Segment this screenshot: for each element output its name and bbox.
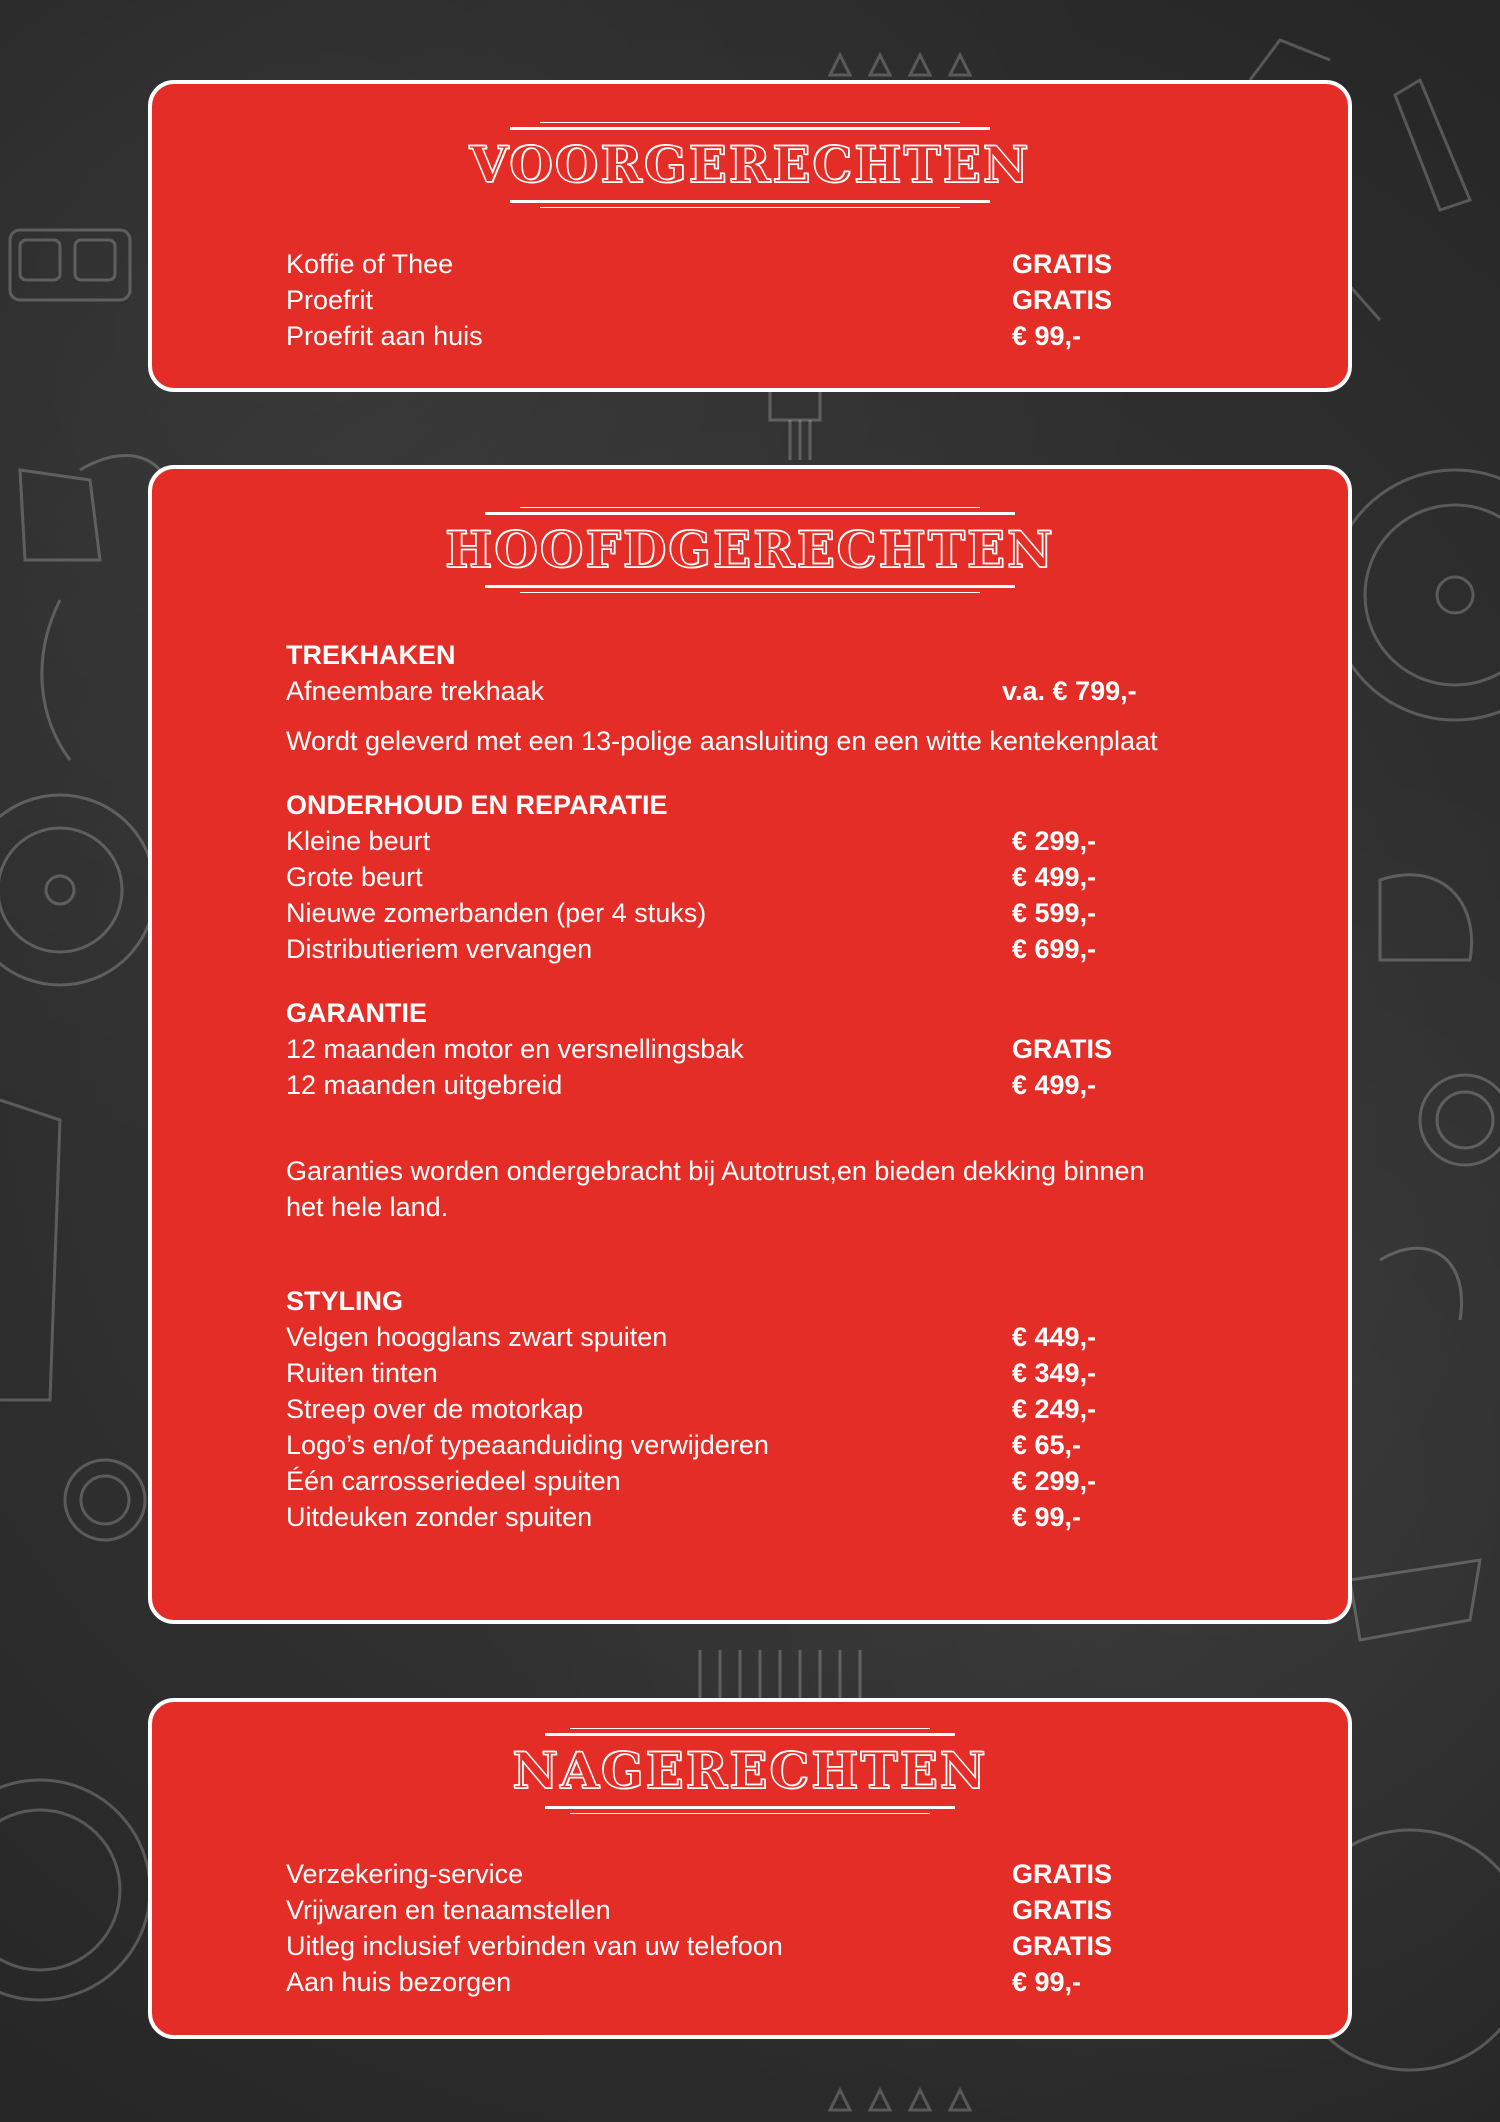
item-label: Proefrit — [286, 285, 374, 315]
exhaust-icon — [1380, 875, 1472, 960]
heading-rule — [570, 1728, 930, 1729]
list-item — [286, 1892, 1306, 1928]
item-price: € 699,- — [1012, 934, 1097, 964]
heading-rule — [545, 1806, 955, 1809]
heading-rule — [520, 592, 980, 593]
item-label: 12 maanden motor en versnellingsbak — [286, 1034, 744, 1064]
mains-list — [286, 637, 1306, 1535]
section-title-styling: STYLING — [286, 1286, 404, 1316]
mains-heading: HOOFDGERECHTEN — [445, 520, 1055, 579]
item-label: Grote beurt — [286, 862, 423, 892]
list-item — [286, 1067, 1306, 1103]
item-label: Streep over de motorkap — [286, 1394, 584, 1424]
item-price: € 299,- — [1012, 826, 1097, 856]
item-price: GRATIS — [1012, 1034, 1112, 1064]
hammer-icon — [1350, 1560, 1480, 1640]
item-price: € 99,- — [1012, 1502, 1082, 1532]
list-item — [286, 1427, 1306, 1463]
item-label: Uitdeuken zonder spuiten — [286, 1502, 593, 1532]
list-item — [286, 823, 1306, 859]
wheel-icon — [1420, 1075, 1500, 1165]
wheel-icon — [65, 1460, 145, 1540]
heading-rule — [540, 122, 960, 123]
tool-icon — [20, 470, 100, 560]
item-price: € 299,- — [1012, 1466, 1097, 1496]
item-label: Verzekering-service — [286, 1859, 524, 1889]
list-item — [286, 1319, 1306, 1355]
desserts-heading: NAGERECHTEN — [512, 1741, 988, 1800]
item-label: Velgen hoogglans zwart spuiten — [286, 1322, 668, 1352]
item-label: Nieuwe zomerbanden (per 4 stuks) — [286, 898, 707, 928]
list-item — [286, 895, 1306, 931]
item-price: € 349,- — [1012, 1358, 1097, 1388]
droplets-icon — [830, 55, 970, 75]
garantie-note-line: het hele land. — [286, 1192, 449, 1222]
item-price: € 499,- — [1012, 862, 1097, 892]
list-item — [286, 931, 1306, 967]
list-item — [286, 1463, 1306, 1499]
section-title-trekhaken: TREKHAKEN — [286, 640, 456, 670]
item-price: GRATIS — [1012, 1931, 1112, 1961]
item-label: Koffie of Thee — [286, 249, 454, 279]
heading-rule — [485, 585, 1015, 588]
mains-heading-block — [152, 507, 1348, 593]
desserts-heading-block — [152, 1728, 1348, 1814]
desserts-card — [148, 1698, 1352, 2039]
section-title-onderhoud: ONDERHOUD EN REPARATIE — [286, 790, 668, 820]
list-item — [286, 1499, 1306, 1535]
list-item — [286, 318, 1306, 354]
item-price: v.a. € 799,- — [1002, 676, 1137, 706]
item-label: Proefrit aan huis — [286, 321, 483, 351]
item-price: GRATIS — [1012, 285, 1112, 315]
starters-heading-block — [152, 122, 1348, 208]
item-label: Vrijwaren en tenaamstellen — [286, 1895, 611, 1925]
list-item — [286, 1391, 1306, 1427]
trekhaken-note: Wordt geleverd met een 13-polige aansluiting en een witte kentekenplaat — [286, 726, 1158, 756]
list-item — [286, 246, 1306, 282]
list-item — [286, 1856, 1306, 1892]
item-price: € 99,- — [1012, 321, 1082, 351]
item-label: Één carrosseriedeel spuiten — [286, 1466, 621, 1496]
item-price: € 449,- — [1012, 1322, 1097, 1352]
list-item — [286, 1928, 1306, 1964]
item-price: GRATIS — [1012, 249, 1112, 279]
garantie-note-line: Garanties worden ondergebracht bij Autotrust,en bieden dekking binnen — [286, 1156, 1145, 1186]
wheel-icon — [0, 795, 155, 985]
list-item — [286, 859, 1306, 895]
item-label: Logo’s en/of typeaanduiding verwijderen — [286, 1430, 769, 1460]
item-price: € 99,- — [1012, 1967, 1082, 1997]
heading-rule — [520, 507, 980, 508]
spring-icon — [770, 390, 820, 420]
item-price: € 499,- — [1012, 1070, 1097, 1100]
heading-rule — [510, 200, 990, 203]
list-item — [286, 1964, 1306, 2000]
section-title-garantie: GARANTIE — [286, 998, 427, 1028]
wrench-icon — [1395, 80, 1470, 210]
starters-card — [148, 80, 1352, 392]
starters-list — [286, 246, 1306, 354]
item-label: Aan huis bezorgen — [286, 1967, 512, 1997]
item-price: GRATIS — [1012, 1895, 1112, 1925]
item-label: Uitleg inclusief verbinden van uw telefoon — [286, 1931, 783, 1961]
radiator-icon — [700, 1650, 860, 1700]
item-label: Distributieriem vervangen — [286, 934, 593, 964]
starters-heading: VOORGERECHTEN — [469, 135, 1031, 194]
heading-rule — [540, 207, 960, 208]
mains-card — [148, 465, 1352, 1624]
shock-absorber-icon — [0, 1100, 60, 1400]
item-label: Kleine beurt — [286, 826, 431, 856]
item-price: € 65,- — [1012, 1430, 1082, 1460]
list-item — [286, 1031, 1306, 1067]
list-item — [286, 673, 1306, 709]
item-label: 12 maanden uitgebreid — [286, 1070, 563, 1100]
desserts-list — [286, 1856, 1306, 2000]
hose-icon — [42, 600, 70, 760]
item-label: Afneembare trekhaak — [286, 676, 545, 706]
list-item — [286, 282, 1306, 318]
list-item — [286, 1355, 1306, 1391]
item-price: € 599,- — [1012, 898, 1097, 928]
item-price: € 249,- — [1012, 1394, 1097, 1424]
item-price: GRATIS — [1012, 1859, 1112, 1889]
heading-rule — [570, 1813, 930, 1814]
item-label: Ruiten tinten — [286, 1358, 438, 1388]
